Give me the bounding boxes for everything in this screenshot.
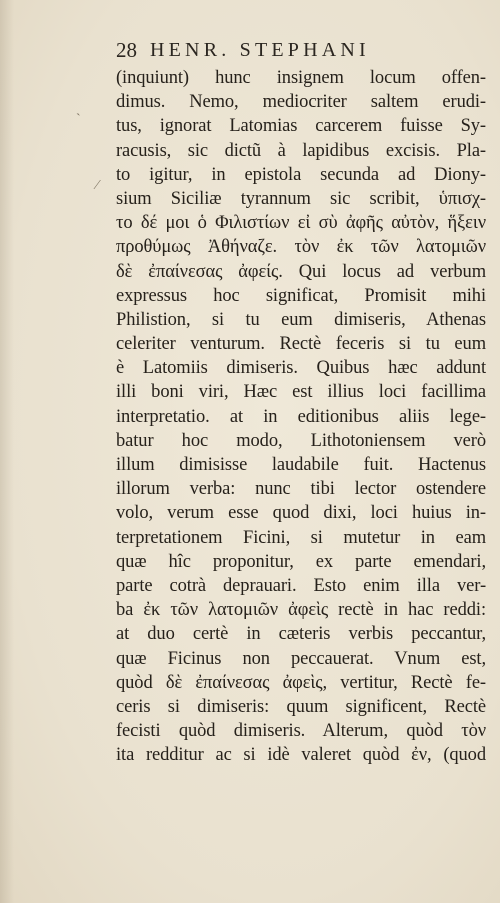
text-line: το δέ μοι ὁ Φιλιστίων εἰ σὺ ἀφῆς αὐτὸν, ἥξειν <box>116 213 486 234</box>
text-line: quòd δὲ ἐπαίνεσας ἀφεὶς, vertitur, Rectè fe- <box>116 672 486 693</box>
text-line: parte cotrà deprauari. Esto enim illa ver- <box>116 575 486 596</box>
text-line: celeriter venturum. Rectè feceris si tu eum <box>116 334 486 355</box>
body-text <box>116 66 486 767</box>
text-line: at duo certè in cæteris verbis peccantur, <box>116 624 486 645</box>
page-number: 28 <box>116 38 137 62</box>
text-line: tus, ignorat Latomias carcerem fuisse Sy- <box>116 116 486 137</box>
text-line: illorum verba: nunc tibi lector ostendere <box>116 479 486 500</box>
text-line: illum dimisisse laudabile fuit. Hactenus <box>116 455 486 475</box>
text-line: ba ἐκ τῶν λατομιῶν ἀφεὶς rectè in hac reddi: <box>116 600 486 621</box>
text-line: terpretationem Ficini, si mutetur in eam <box>116 527 486 548</box>
margin-tick-mark: ˋ <box>76 112 81 127</box>
running-head <box>116 36 486 64</box>
text-line: προθύμως Ἀθήναζε. τὸν ἐκ τῶν λατομιῶν <box>116 237 486 258</box>
text-line: quæ Ficinus non peccauerat. Vnum est, <box>116 648 486 669</box>
text-line: quæ hîc proponitur, ex parte emendari, <box>116 551 486 572</box>
text-line: expressus hoc significat, Promisit mihi <box>116 285 486 306</box>
text-line: fecisti quòd dimiseris. Alterum, quòd τὸν <box>116 721 486 742</box>
text-line: interpretatio. at in editionibus aliis lege- <box>116 406 486 427</box>
margin-stroke-mark: ⁄ <box>96 178 99 193</box>
gutter-shadow <box>0 0 14 903</box>
text-line: ceris si dimiseris: quum significent, Rectè <box>116 696 486 717</box>
text-line: illi boni viri, Hæc est illius loci facillima <box>116 382 486 403</box>
text-line: racusis, sic dictũ à lapidibus excisis. Pla- <box>116 140 486 161</box>
text-line: to igitur, in epistola secunda ad Diony- <box>116 164 486 185</box>
text-line: Philistion, si tu eum dimiseris, Athenas <box>116 309 486 330</box>
text-line: (inquiunt) hunc insignem locum offen- <box>116 68 486 88</box>
text-line: batur hoc modo, Lithotoniensem verò <box>116 430 486 451</box>
text-line: volo, verum esse quod dixi, loci huius in- <box>116 503 486 524</box>
text-line: sium Siciliæ tyrannum sic scribit, ὑπισχ- <box>116 188 486 209</box>
text-line: dimus. Nemo, mediocriter saltem erudi- <box>116 92 486 113</box>
text-line: δὲ ἐπαίνεσας ἀφείς. Qui locus ad verbum <box>116 261 486 282</box>
text-line: è Latomiis dimiseris. Quibus hæc addunt <box>116 358 486 379</box>
text-line: ita redditur ac si idè valeret quòd ἐν, (quod <box>116 745 486 766</box>
running-head-title: HENR. STEPHANI <box>150 39 370 61</box>
